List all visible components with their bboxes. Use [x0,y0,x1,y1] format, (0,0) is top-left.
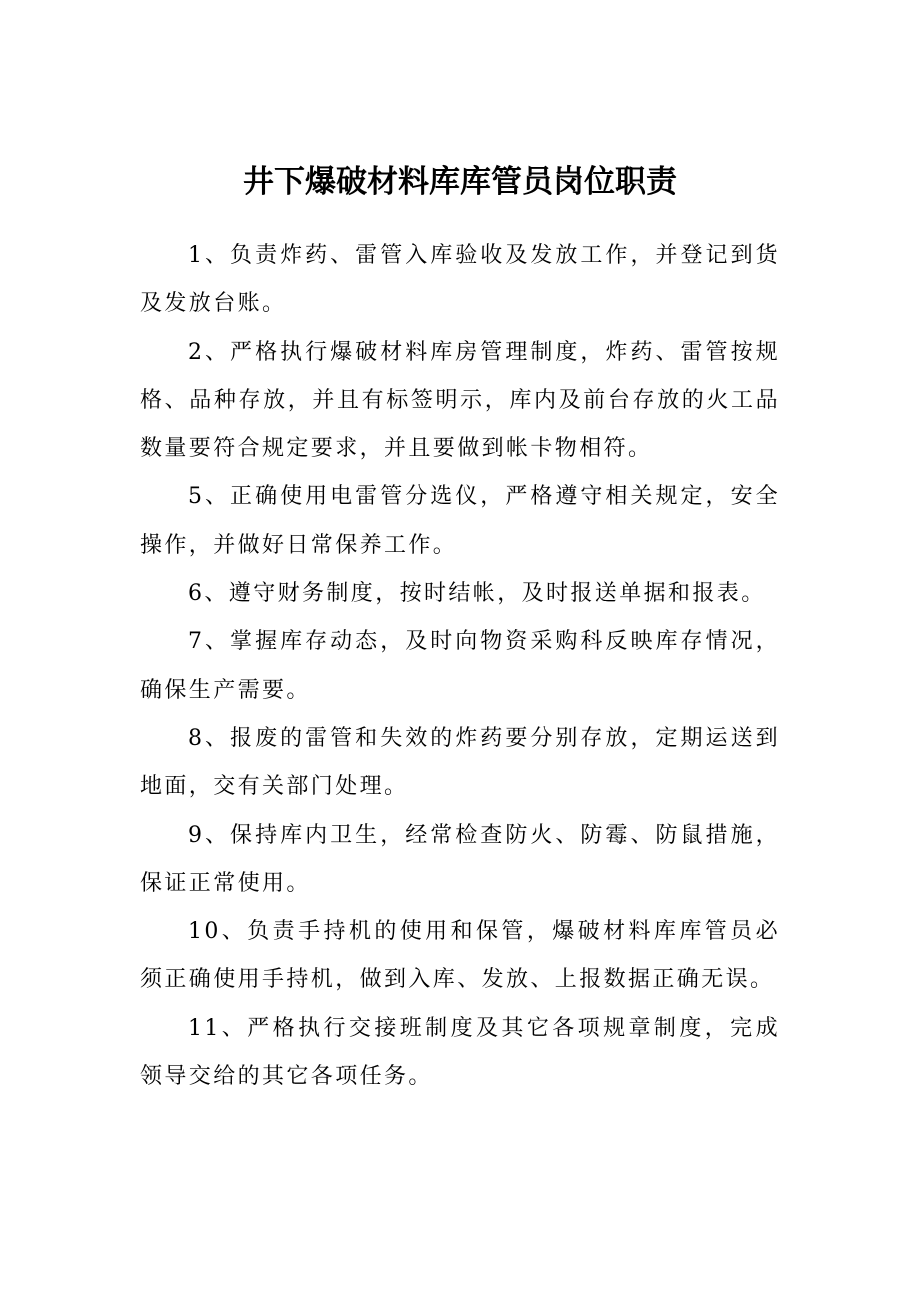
duty-item-10: 10、负责手持机的使用和保管，爆破材料库库管员必须正确使用手持机，做到入库、发放、上报数据正确无误。 [140,919,780,993]
document-title: 井下爆破材料库库管员岗位职责 [243,164,677,200]
duty-item-7: 7、掌握库存动态，及时向物资采购科反映库存情况，确保生产需要。 [140,629,780,703]
duty-item-9: 9、保持库内卫生，经常检查防火、防霉、防鼠措施，保证正常使用。 [140,822,780,896]
document-body [140,232,780,1101]
duty-item-6: 6、遵守财务制度，按时结帐，及时报送单据和报表。 [188,581,766,607]
duty-item-2: 2、严格执行爆破材料库房管理制度，炸药、雷管按规格、品种存放，并且有标签明示，库内及前台存放的火工品数量要符合规定要求，并且要做到帐卡物相符。 [140,339,780,462]
duty-item-11: 11、严格执行交接班制度及其它各项规章制度，完成领导交给的其它各项任务。 [140,1015,780,1090]
duty-item-5: 5、正确使用电雷管分选仪，严格遵守相关规定，安全操作，并做好日常保养工作。 [140,484,780,558]
duty-item-1: 1、负责炸药、雷管入库验收及发放工作，并登记到货及发放台账。 [140,243,780,317]
duty-item-8: 8、报废的雷管和失效的炸药要分别存放，定期运送到地面，交有关部门处理。 [140,725,780,800]
